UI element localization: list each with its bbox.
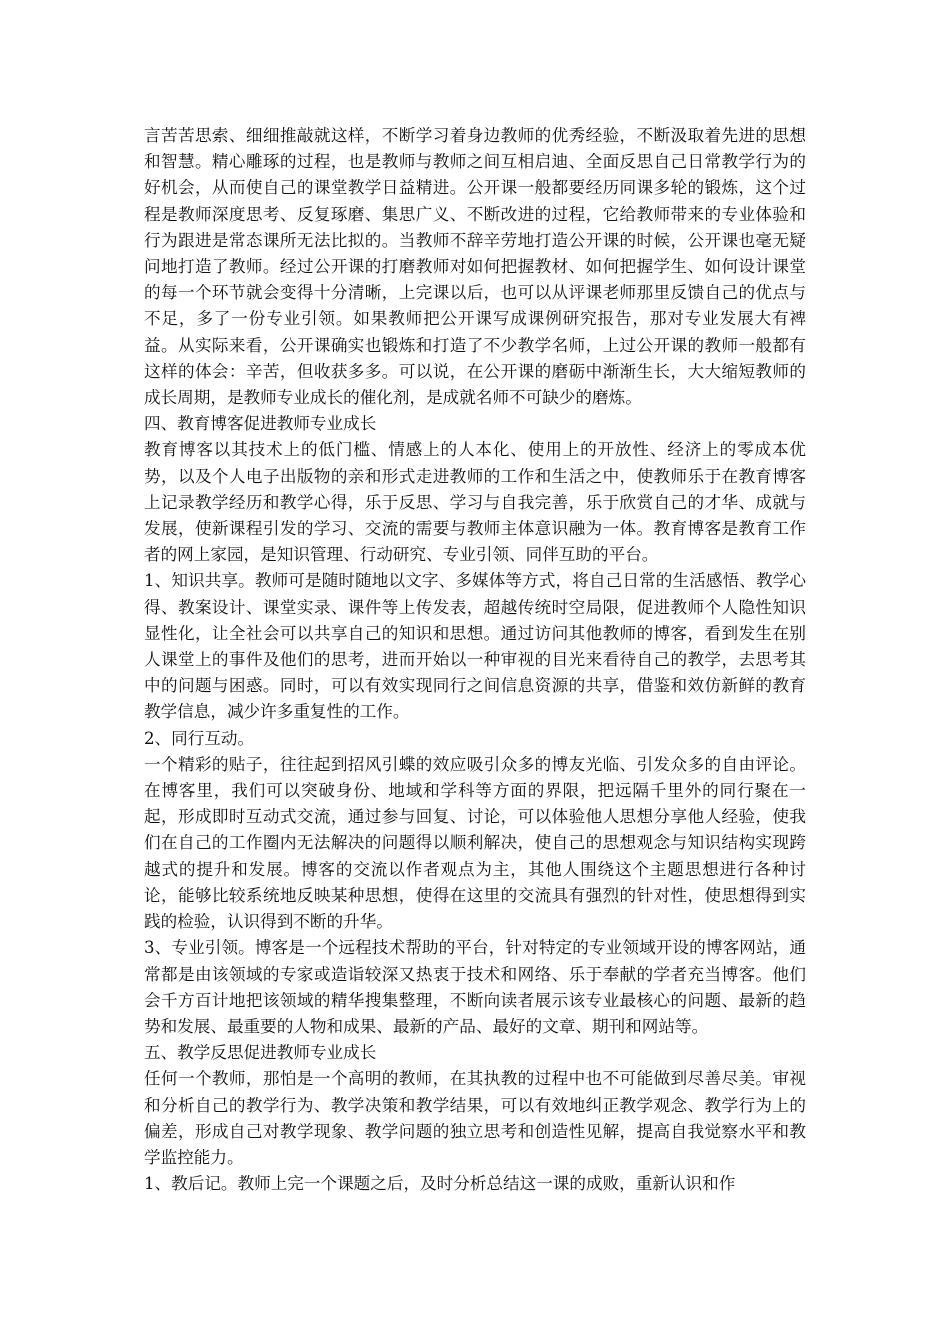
section-heading: 四、教育博客促进教师专业成长: [144, 414, 377, 434]
body-paragraph: 1、知识共享。教师可是随时随地以文字、多媒体等方式，将自己日常的生活感悟、教学心得、教案设计、课堂实录、课件等上传发表，超越传统时空局限，促进教师个人隐性知识显性化，让全社会可以共享自己的知识和思想。通过访问其他教师的博客，看到发生在别人课堂上的事件及他们的思考，进而开始以一种审视的目光来看待自己的教学，去思考其中的问题与困惑。同时，可以有效实现同行之间信息资源的共享，借鉴和效仿新鲜的教育教学信息，减少许多重复性的工作。: [144, 571, 806, 722]
body-paragraph: 任何一个教师，那怕是一个高明的教师，在其执教的过程中也不可能做到尽善尽美。审视和分析自己的教学行为、教学决策和教学结果，可以有效地纠正教学观念、教学行为上的偏差，形成自己对教学现象、教学问题的独立思考和创造性见解，提高自我觉察水平和教学监控能力。: [144, 1069, 806, 1167]
body-paragraph: 一个精彩的贴子，往往起到招风引蝶的效应吸引众多的博友光临、引发众多的自由评论。在博客里，我们可以突破身份、地域和学科等方面的界限，把远隔千里外的同行聚在一起，形成即时互动式交流，通过参与回复、讨论，可以体验他人思想分享他人经验，使我们在自己的工作圈内无法解决的问题得以顺利解决，使自己的思想观念与知识结构实现跨越式的提升和发展。博客的交流以作者观点为主，其他人围绕这个主题思想进行各种讨论，能够比较系统地反映某种思想，使得在这里的交流具有强烈的针对性，使思想得到实践的检验，认识得到不断的升华。: [144, 754, 806, 932]
section-heading: 五、教学反思促进教师专业成长: [144, 1043, 377, 1063]
body-paragraph: 言苦苦思索、细细推敲就这样，不断学习着身边教师的优秀经验，不断汲取着先进的思想和智慧。精心雕琢的过程，也是教师与教师之间互相启迪、全面反思自己日常教学行为的好机会，从而使自己的课堂教学日益精进。公开课一般都要经历同课多轮的锻炼，这个过程是教师深度思考、反复琢磨、集思广义、不断改进的过程，它给教师带来的专业体验和行为跟进是常态课所无法比拟的。当教师不辞辛劳地打造公开课的时候，公开课也毫无疑问地打造了教师。经过公开课的打磨教师对如何把握教材、如何把握学生、如何设计课堂的每一个环节就会变得十分清晰，上完课以后，也可以从评课老师那里反馈自己的优点与不足，多了一份专业引领。如果教师把公开课写成课例研究报告，那对专业发展大有裨益。从实际来看，公开课确实也锻炼和打造了不少教学名师，上过公开课的教师一般都有这样的体会：辛苦，但收获多多。可以说，在公开课的磨砺中渐渐生长，大大缩短教师的成长周期，是教师专业成长的催化剂，是成就名师不可缺少的磨炼。: [144, 126, 806, 408]
document-page: [144, 123, 806, 1197]
body-paragraph: 1、教后记。教师上完一个课题之后，及时分析总结这一课的成败，重新认识和作: [144, 1174, 736, 1194]
body-paragraph: 3、专业引领。博客是一个远程技术帮助的平台，针对特定的专业领域开设的博客网站，通常都是由该领域的专家或造诣较深又热衷于技术和网络、乐于奉献的学者充当博客。他们会千方百计地把该领域的精华搜集整理，不断向读者展示该专业最核心的问题、最新的趋势和发展、最重要的人物和成果、最新的产品、最好的文章、期刊和网站等。: [144, 938, 806, 1036]
subsection-heading: 2、同行互动。: [144, 728, 255, 748]
body-paragraph: 教育博客以其技术上的低门槛、情感上的人本化、使用上的开放性、经济上的零成本优势，以及个人电子出版物的亲和形式走进教师的工作和生活之中，使教师乐于在教育博客上记录教学经历和教学心得，乐于反思、学习与自我完善，乐于欣赏自己的才华、成就与发展，使新课程引发的学习、交流的需要与教师主体意识融为一体。教育博客是教育工作者的网上家园，是知识管理、行动研究、专业引领、同伴互助的平台。: [144, 440, 806, 565]
